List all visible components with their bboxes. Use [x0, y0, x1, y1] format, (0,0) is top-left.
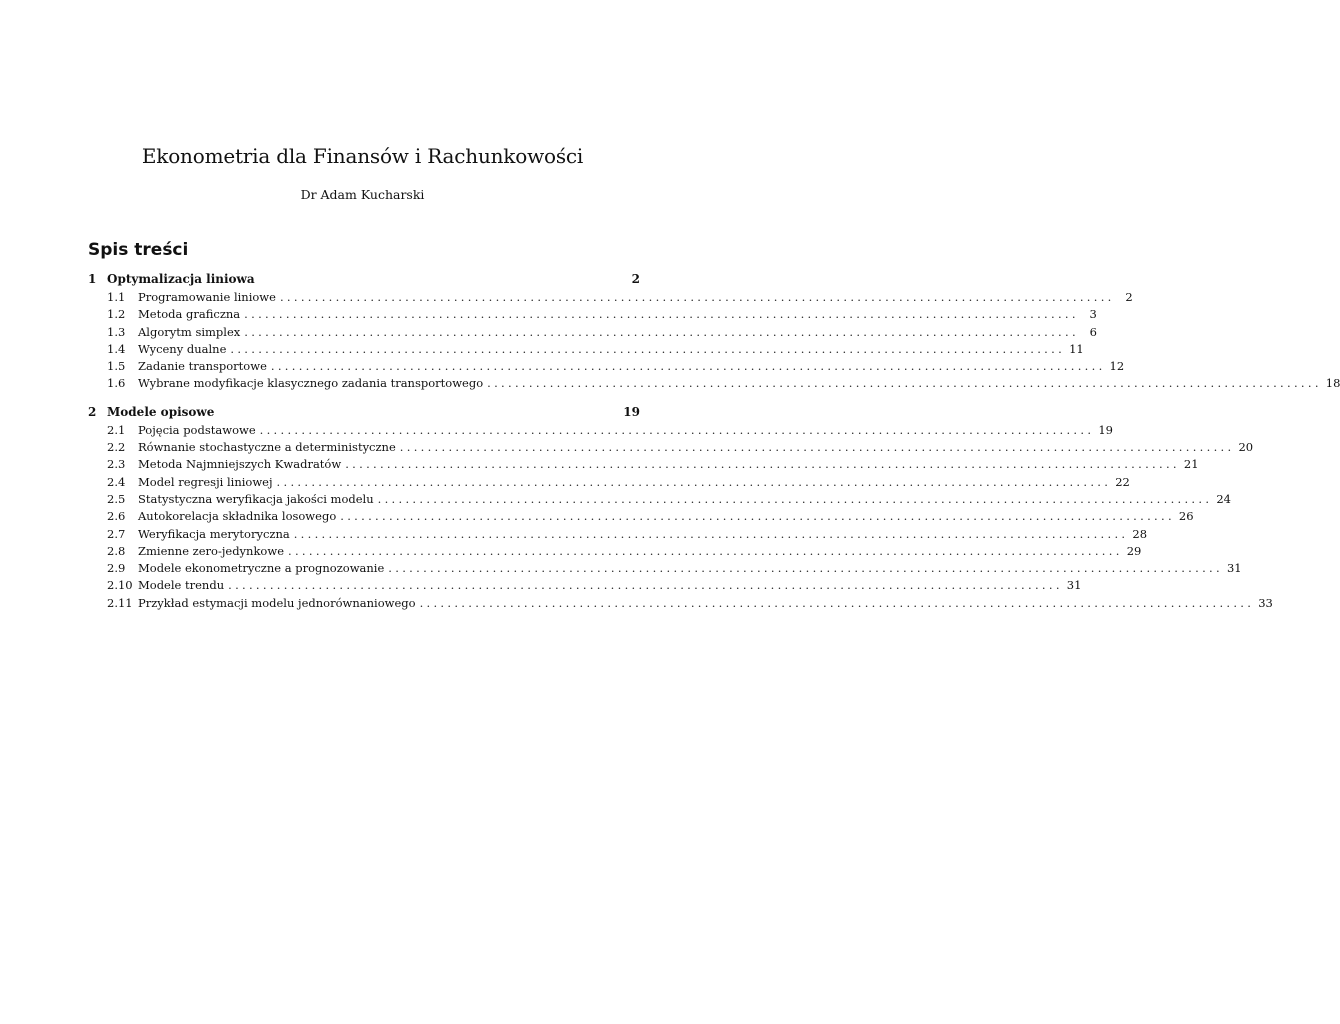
entry-number: 1.1 [107, 290, 126, 304]
toc-entry[interactable] [88, 422, 1113, 440]
entry-page: 33 [1258, 595, 1273, 610]
entry-number: 1.5 [107, 359, 126, 374]
entry-title: Model regresji liniowej [138, 474, 273, 489]
dot-leader: ........................................................................................................................ [288, 543, 1123, 558]
dot-leader: ........................................................................................................................ [377, 491, 1213, 506]
dot-leader: ........................................................................................................................ [230, 341, 1066, 356]
entry-title: Wybrane modyfikacje klasycznego zadania transportowego [138, 376, 484, 391]
toc-entry[interactable] [88, 359, 1125, 376]
dot-leader: ........................................................................................................................ [270, 359, 1106, 374]
dot-leader: ........................................................................................................................ [487, 376, 1322, 391]
toc-entry[interactable] [88, 307, 1097, 324]
entry-number: 1.3 [107, 324, 126, 339]
dot-leader: ........................................................................................................................ [279, 290, 1115, 304]
entry-number: 2.7 [107, 526, 126, 541]
entry-page: 2 [1125, 290, 1133, 304]
dot-leader: ........................................................................................................................ [293, 526, 1129, 541]
toc-entry[interactable] [88, 474, 1130, 492]
entry-title: Pojęcia podstawowe [138, 422, 256, 437]
entry-title: Weryfikacja merytoryczna [138, 526, 290, 541]
toc-entry[interactable] [88, 457, 1199, 474]
document-title: Ekonometria dla Finansów i Rachunkowości [141, 144, 584, 168]
dot-leader: ........................................................................................................................ [259, 422, 1095, 437]
toc-entry[interactable] [88, 440, 1254, 457]
toc-section-entry[interactable] [88, 272, 640, 290]
toc-entry[interactable] [88, 290, 1133, 307]
entry-number: 2.10 [107, 578, 133, 593]
section-page: 2 [631, 272, 640, 286]
entry-page: 6 [1089, 324, 1097, 339]
toc-section-entry[interactable] [88, 405, 640, 423]
entry-page: 24 [1216, 491, 1231, 506]
toc-entry[interactable] [88, 491, 1231, 509]
entry-title: Statystyczna weryfikacja jakości modelu [138, 491, 374, 506]
entry-number: 2.11 [107, 595, 133, 610]
entry-number: 2.6 [107, 509, 126, 524]
section-title: Optymalizacja liniowa [107, 272, 255, 286]
section-number: 1 [88, 272, 97, 286]
dot-leader: ........................................................................................................................ [388, 561, 1223, 576]
dot-leader: ........................................................................................................................ [345, 457, 1180, 472]
dot-leader: ........................................................................................................................ [340, 509, 1175, 524]
toc-section-1 [88, 272, 1340, 394]
dot-leader: ........................................................................................................................ [399, 440, 1235, 455]
toc-entry[interactable] [88, 526, 1148, 544]
entry-title: Algorytm simplex [138, 324, 241, 339]
table-of-contents [88, 272, 1340, 624]
entry-page: 19 [1098, 422, 1113, 437]
entry-page: 3 [1089, 307, 1097, 322]
entry-title: Metoda Najmniejszych Kwadratów [138, 457, 342, 472]
entry-title: Zadanie transportowe [138, 359, 267, 374]
document-author: Dr Adam Kucharski [300, 187, 425, 202]
entry-page: 31 [1226, 561, 1242, 576]
entry-page: 20 [1238, 440, 1254, 455]
entry-number: 1.2 [107, 307, 126, 322]
entry-page: 31 [1066, 578, 1082, 593]
toc-entry[interactable] [88, 509, 1194, 526]
entry-title: Autokorelacja składnika losowego [138, 509, 337, 524]
entry-title: Modele ekonometryczne a prognozowanie [138, 561, 385, 576]
entry-number: 1.6 [107, 376, 126, 391]
entry-number: 2.5 [107, 491, 126, 506]
toc-entry[interactable] [88, 543, 1142, 561]
entry-number: 2.2 [107, 440, 126, 455]
dot-leader: ........................................................................................................................ [276, 474, 1112, 489]
toc-entry[interactable] [88, 595, 1273, 613]
entry-title: Metoda graficzna [138, 307, 241, 322]
toc-entry[interactable] [88, 324, 1097, 342]
entry-page: 22 [1115, 474, 1130, 489]
toc-section-2 [88, 404, 1273, 613]
entry-number: 2.3 [107, 457, 126, 472]
entry-title: Zmienne zero-jedynkowe [138, 543, 285, 558]
dot-leader: ........................................................................................................................ [419, 595, 1255, 610]
entry-page: 29 [1126, 543, 1142, 558]
section-title: Modele opisowe [107, 404, 215, 419]
section-page: 19 [623, 404, 640, 419]
toc-entry[interactable] [88, 376, 1340, 393]
entry-number: 2.1 [107, 422, 126, 437]
toc-heading: Spis treści [88, 240, 189, 260]
entry-title: Modele trendu [138, 578, 225, 593]
entry-number: 2.4 [107, 474, 126, 489]
entry-page: 26 [1178, 509, 1194, 524]
entry-number: 2.9 [107, 561, 126, 576]
entry-page: 28 [1132, 526, 1148, 541]
entry-title: Programowanie liniowe [138, 290, 276, 304]
dot-leader: ........................................................................................................................ [228, 578, 1063, 593]
toc-entry[interactable] [88, 341, 1084, 359]
dot-leader: ........................................................................................................................ [244, 324, 1079, 339]
toc-entry[interactable] [88, 578, 1082, 595]
dot-leader: ........................................................................................................................ [244, 307, 1079, 322]
toc-entry[interactable] [88, 561, 1242, 578]
entry-title: Wyceny dualne [138, 341, 227, 356]
entry-title: Równanie stochastyczne a deterministyczne [138, 440, 396, 455]
entry-number: 1.4 [107, 341, 126, 356]
entry-page: 21 [1183, 457, 1199, 472]
entry-title: Przykład estymacji modelu jednorównaniowego [138, 595, 416, 610]
entry-page: 11 [1069, 341, 1084, 356]
section-number: 2 [88, 404, 97, 419]
entry-page: 18 [1325, 376, 1340, 391]
entry-page: 12 [1109, 359, 1125, 374]
entry-number: 2.8 [107, 543, 126, 558]
